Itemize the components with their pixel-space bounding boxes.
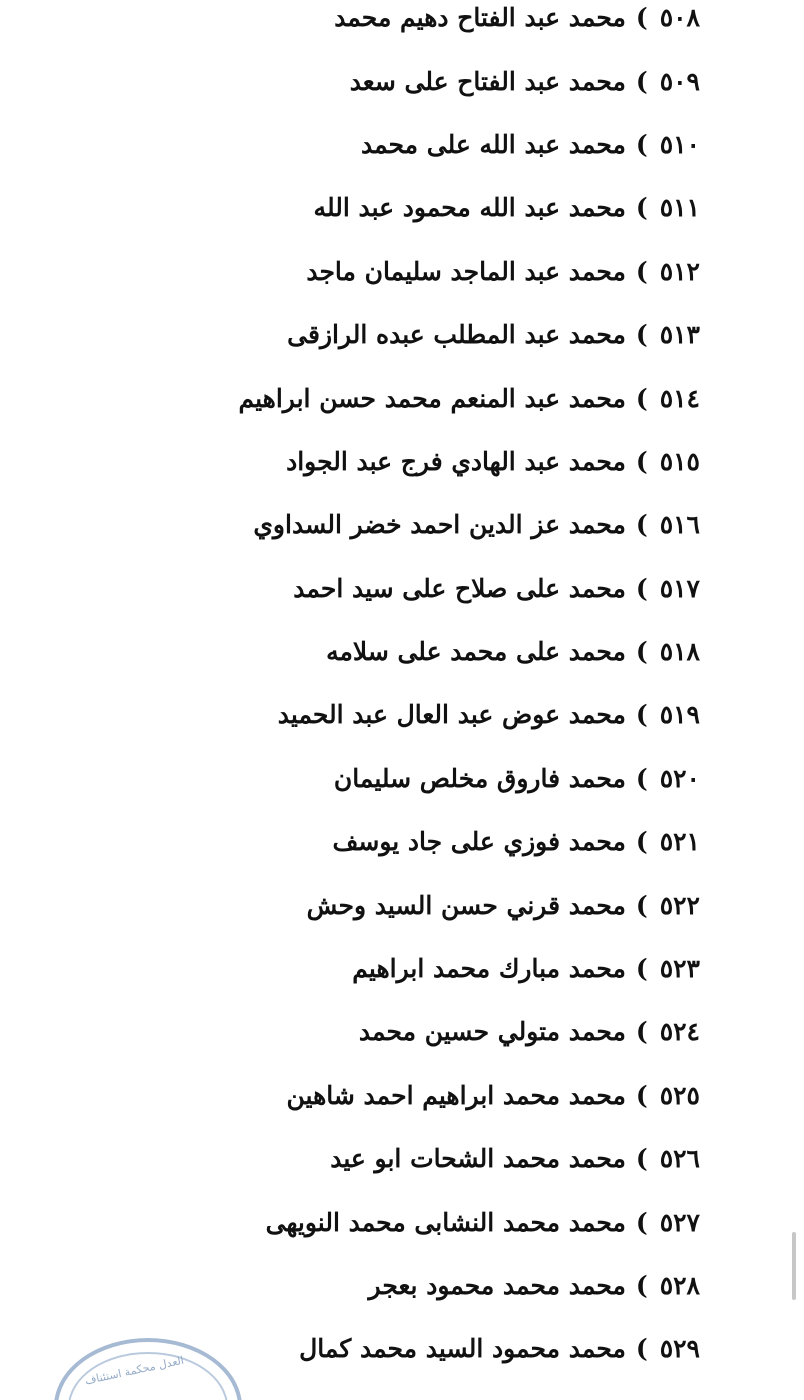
entry-number: ٥٢٤	[659, 1017, 700, 1047]
entry-name: محمد فاروق مخلص سليمان	[333, 763, 626, 793]
entry-number: ٥١٣	[659, 320, 700, 350]
entry-paren: )	[635, 763, 648, 793]
list-item	[20, 0, 700, 49]
entry-name: محمد محمد محمود بعجر	[368, 1271, 626, 1300]
entry-paren: )	[635, 1334, 648, 1364]
list-item	[20, 1254, 700, 1317]
entry-number: ٥٢٥	[659, 1080, 700, 1110]
entry-name: محمد محمد ابراهيم احمد شاهين	[286, 1080, 626, 1110]
entry-paren: )	[635, 637, 648, 667]
entry-number: ٥١١	[659, 193, 700, 223]
entry-number: ٥٢٣	[659, 954, 700, 984]
list-item	[20, 1064, 700, 1127]
list-item	[20, 810, 700, 873]
entry-number: ٥٢٨	[659, 1271, 700, 1300]
entry-name: محمد عبد المطلب عبده الرازقى	[287, 320, 626, 350]
entry-number: ٥٠٨	[659, 3, 700, 33]
entry-paren: )	[635, 1144, 648, 1174]
list-item	[20, 430, 700, 493]
entry-number: ٥١٨	[659, 637, 700, 667]
entry-number: ٥٠٩	[659, 66, 700, 96]
list-item	[20, 113, 700, 176]
list-item	[20, 49, 700, 112]
entry-name: محمد محمد النشابى محمد النويهى	[265, 1207, 626, 1237]
entry-name: محمد عوض عبد العال عبد الحميد	[277, 700, 626, 730]
entry-name: محمد محمد الشحات ابو عيد	[330, 1144, 626, 1174]
entry-paren: )	[635, 1080, 648, 1110]
entry-name: محمد مبارك محمد ابراهيم	[352, 954, 626, 984]
entry-number: ٥١٩	[659, 700, 700, 730]
entry-paren: )	[635, 573, 648, 603]
entry-name: محمد عبد الهادي فرج عبد الجواد	[286, 446, 626, 476]
entry-paren: )	[635, 890, 648, 920]
list-item	[20, 557, 700, 620]
list-item	[20, 873, 700, 936]
entry-paren: )	[635, 193, 648, 223]
list-item	[20, 176, 700, 239]
entry-name: محمد متولي حسين محمد	[358, 1017, 626, 1047]
entry-number: ٥٢٢	[659, 890, 700, 920]
entry-number: ٥١٧	[659, 573, 700, 603]
entry-number: ٥٢٠	[659, 763, 700, 793]
entry-number: ٥٢٩	[659, 1334, 700, 1364]
entry-name: محمد محمود السيد محمد كمال	[299, 1334, 626, 1364]
entry-paren: )	[635, 1017, 648, 1047]
entry-paren: )	[635, 827, 648, 857]
list-item	[20, 1190, 700, 1253]
name-list	[20, 0, 700, 1381]
entry-number: ٥١٠	[659, 129, 700, 159]
entry-number: ٥٢٧	[659, 1207, 700, 1237]
vertical-scrollbar[interactable]	[792, 1232, 796, 1300]
entry-paren: )	[635, 1271, 648, 1300]
entry-number: ٥١٤	[659, 383, 700, 413]
entry-name: محمد عبد الماجد سليمان ماجد	[306, 256, 626, 286]
list-item	[20, 747, 700, 810]
entry-name: محمد فوزي على جاد يوسف	[332, 827, 626, 857]
list-item	[20, 493, 700, 556]
list-item	[20, 303, 700, 366]
entry-number: ٥١٢	[659, 256, 700, 286]
entry-paren: )	[635, 3, 648, 33]
entry-number: ٥٢١	[659, 827, 700, 857]
list-item	[20, 1000, 700, 1063]
entry-number: ٥٢٦	[659, 1144, 700, 1174]
entry-paren: )	[635, 66, 648, 96]
entry-paren: )	[635, 510, 648, 540]
entry-paren: )	[635, 256, 648, 286]
entry-paren: )	[635, 129, 648, 159]
entry-number: ٥١٥	[659, 446, 700, 476]
entry-name: محمد عبد الفتاح على سعد	[349, 66, 626, 96]
entry-name: محمد عبد الله محمود عبد الله	[313, 193, 626, 223]
list-item	[20, 937, 700, 1000]
entry-paren: )	[635, 446, 648, 476]
list-item	[20, 1127, 700, 1190]
entry-number: ٥١٦	[659, 510, 700, 540]
entry-paren: )	[635, 383, 648, 413]
entry-name: محمد عبد المنعم محمد حسن ابراهيم	[238, 383, 626, 413]
entry-name: محمد على صلاح على سيد احمد	[293, 573, 626, 603]
entry-name: محمد عبد الفتاح دهيم محمد	[334, 3, 626, 33]
entry-paren: )	[635, 1207, 648, 1237]
entry-name: محمد قرني حسن السيد وحش	[306, 890, 626, 920]
list-item	[20, 683, 700, 746]
entry-name: محمد عبد الله على محمد	[360, 129, 626, 159]
entry-name: محمد على محمد على سلامه	[326, 637, 626, 667]
entry-name: محمد عز الدين احمد خضر السداوي	[253, 510, 626, 540]
list-item	[20, 620, 700, 683]
list-item	[20, 240, 700, 303]
list-item	[20, 366, 700, 429]
entry-paren: )	[635, 954, 648, 984]
entry-paren: )	[635, 320, 648, 350]
seal-text: العدل محكمة استئناف	[83, 1353, 186, 1388]
entry-paren: )	[635, 700, 648, 730]
